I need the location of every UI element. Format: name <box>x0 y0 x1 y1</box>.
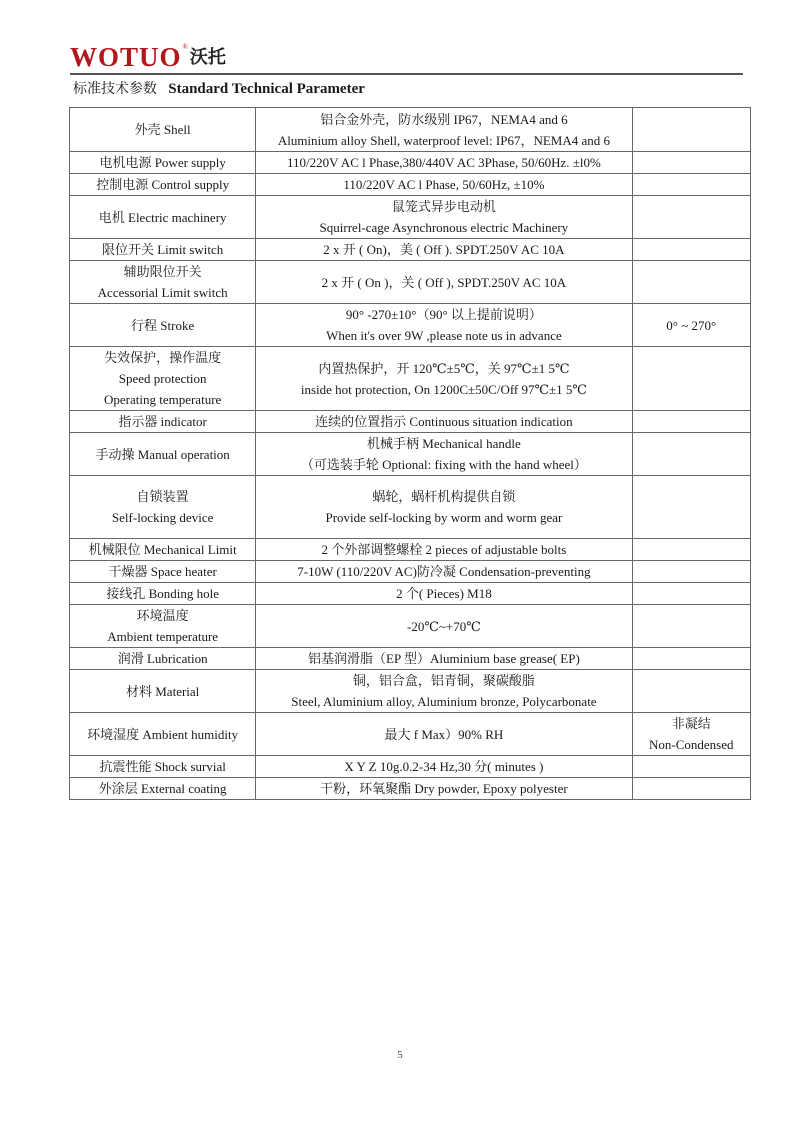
parameter-cell-line: Operating temperature <box>103 392 222 407</box>
value-cell-line: 连续的位置指示 Continuous situation indication <box>315 414 573 429</box>
page-title-cn: 标准技术参数 <box>73 81 157 97</box>
parameter-cell <box>70 605 256 648</box>
value-cell <box>256 648 632 670</box>
value-cell <box>256 778 632 800</box>
note-cell <box>632 778 750 800</box>
parameter-cell-line: 控制电源 Control supply <box>96 177 230 192</box>
parameter-cell <box>70 778 256 800</box>
note-cell <box>632 561 750 583</box>
value-cell <box>256 713 632 756</box>
value-cell-line: -20℃~+70℃ <box>407 618 481 634</box>
company-logo <box>70 41 226 71</box>
note-cell-line: Non-Condensed <box>649 737 734 752</box>
table-row <box>70 670 751 713</box>
value-cell <box>256 539 632 561</box>
parameter-cell <box>70 583 256 605</box>
page-title <box>73 78 365 98</box>
value-cell-line: 铜，铝合盒，铝青铜，聚碳酸脂 <box>352 673 535 688</box>
parameter-cell <box>70 108 256 152</box>
value-cell <box>256 756 632 778</box>
parameter-cell <box>70 756 256 778</box>
value-cell <box>256 174 632 196</box>
parameter-cell <box>70 476 256 539</box>
parameter-cell-line: Accessorial Limit switch <box>97 285 228 300</box>
table-row <box>70 304 751 347</box>
table-row <box>70 239 751 261</box>
table-body <box>70 108 751 800</box>
value-cell-line: X Y Z 10g.0.2-34 Hz,30 分( minutes ) <box>344 759 544 774</box>
note-cell <box>632 583 750 605</box>
parameter-cell <box>70 539 256 561</box>
value-cell <box>256 411 632 433</box>
value-cell-line: （可选装手轮 Optional: fixing with the hand wheel） <box>300 457 587 472</box>
value-cell-line: Steel, Aluminium alloy, Aluminium bronze, Polycarbonate <box>291 694 597 709</box>
value-cell-line: When it's over 9W ,please note us in advance <box>326 328 562 343</box>
value-cell-line: Provide self-locking by worm and worm gear <box>325 510 563 525</box>
table-row <box>70 778 751 800</box>
table-row <box>70 196 751 239</box>
value-cell <box>256 239 632 261</box>
parameter-cell <box>70 239 256 261</box>
value-cell-line: inside hot protection, On 1200C±50C/Off 97℃±1 5℃ <box>300 381 587 397</box>
table-row <box>70 108 751 152</box>
page-number: 5 <box>397 1049 403 1061</box>
table-row <box>70 583 751 605</box>
parameter-cell <box>70 433 256 476</box>
value-cell <box>256 476 632 539</box>
parameter-cell-line: 辅助限位开关 <box>123 264 202 279</box>
value-cell-line: 铝基润滑脂（EP 型）Aluminium base grease( EP) <box>308 651 580 666</box>
note-cell <box>632 152 750 174</box>
table-row <box>70 713 751 756</box>
parameter-cell-line: 自锁装置 <box>136 489 189 504</box>
value-cell <box>256 108 632 152</box>
table-row <box>70 411 751 433</box>
table-row <box>70 561 751 583</box>
value-cell <box>256 304 632 347</box>
parameter-cell-line: 限位开关 Limit switch <box>101 242 224 257</box>
note-cell <box>632 411 750 433</box>
parameter-cell-line: 手动操 Manual operation <box>95 446 230 462</box>
parameter-cell-line: 行程 Stroke <box>131 317 195 333</box>
value-cell-line: 90° -270±10°（90° 以上提前说明） <box>345 307 542 322</box>
logo-text: WOTUO <box>70 42 182 72</box>
value-cell <box>256 261 632 304</box>
technical-parameter-table <box>69 107 751 800</box>
table-row <box>70 174 751 196</box>
note-cell <box>632 476 750 539</box>
value-cell-line: 机械手柄 Mechanical handle <box>367 436 521 451</box>
table-row <box>70 261 751 304</box>
note-cell <box>632 433 750 476</box>
note-cell <box>632 196 750 239</box>
parameter-cell <box>70 713 256 756</box>
value-cell-line: 铝合金外壳，防水级别 IP67，NEMA4 and 6 <box>320 111 568 127</box>
value-cell <box>256 433 632 476</box>
parameter-cell <box>70 261 256 304</box>
header-divider <box>70 73 743 75</box>
value-cell <box>256 583 632 605</box>
value-cell-line: 2 个外部调整螺栓 2 pieces of adjustable bolts <box>321 542 567 557</box>
note-cell <box>632 239 750 261</box>
parameter-cell <box>70 670 256 713</box>
parameter-cell <box>70 411 256 433</box>
parameter-cell-line: Speed protection <box>118 371 207 386</box>
value-cell-line: 鼠笼式异步电动机 <box>391 199 496 214</box>
parameter-cell <box>70 561 256 583</box>
value-cell-line: Aluminium alloy Shell, waterproof level: IP67，NEMA4 and 6 <box>277 132 610 148</box>
parameter-cell-line: 材料 Material <box>126 683 200 699</box>
table-row <box>70 756 751 778</box>
note-cell <box>632 304 750 347</box>
parameter-cell-line: 机械限位 Mechanical Limit <box>88 542 237 557</box>
parameter-cell-line: 指示器 indicator <box>118 414 207 429</box>
note-cell <box>632 670 750 713</box>
value-cell <box>256 347 632 411</box>
parameter-cell <box>70 347 256 411</box>
value-cell-line: 2 x 开 ( On )，关 ( Off ), SPDT.250V AC 10A <box>321 274 567 290</box>
parameter-cell <box>70 196 256 239</box>
parameter-cell-line: 接线孔 Bonding hole <box>106 586 219 601</box>
parameter-cell <box>70 174 256 196</box>
note-cell-line: 非凝结 <box>671 716 711 731</box>
note-cell <box>632 713 750 756</box>
value-cell <box>256 670 632 713</box>
table-row <box>70 476 751 539</box>
value-cell-line: 2 个( Pieces) M18 <box>396 586 492 601</box>
note-cell <box>632 605 750 648</box>
parameter-cell <box>70 304 256 347</box>
parameter-cell-line: 外壳 Shell <box>134 122 191 137</box>
table-row <box>70 152 751 174</box>
table-row <box>70 433 751 476</box>
value-cell-line: 2 x 开 ( On)，美 ( Off ). SPDT.250V AC 10A <box>323 242 565 257</box>
parameter-cell <box>70 152 256 174</box>
note-cell-line: 0° ~ 270° <box>666 317 717 333</box>
value-cell <box>256 561 632 583</box>
parameter-cell-line: 抗震性能 Shock survial <box>99 759 226 774</box>
value-cell <box>256 152 632 174</box>
value-cell <box>256 605 632 648</box>
table-row <box>70 648 751 670</box>
parameter-cell-line: 外涂层 External coating <box>98 781 227 796</box>
parameter-cell-line: 失效保护，操作温度 <box>104 350 222 365</box>
value-cell-line: 7-10W (110/220V AC)防冷凝 Condensation-preventing <box>297 564 591 579</box>
table-row <box>70 539 751 561</box>
note-cell <box>632 347 750 411</box>
value-cell-line: Squirrel-cage Asynchronous electric Machinery <box>319 220 569 235</box>
value-cell-line: 内置热保护，开 120℃±5℃，关 97℃±1 5℃ <box>318 360 570 376</box>
parameter-cell-line: 电机 Electric machinery <box>98 209 227 225</box>
parameter-cell-line: 干燥器 Space heater <box>108 564 217 579</box>
page-title-en: Standard Technical Parameter <box>168 81 365 97</box>
parameter-cell-line: 环境温度 <box>136 608 189 623</box>
table-row <box>70 347 751 411</box>
note-cell <box>632 756 750 778</box>
parameter-cell <box>70 648 256 670</box>
value-cell-line: 蜗轮，蜗杆机构提供自锁 <box>372 489 516 504</box>
value-cell-line: 110/220V AC l Phase, 50/60Hz, ±10% <box>343 177 545 192</box>
value-cell-line: 110/220V AC l Phase,380/440V AC 3Phase, 50/60Hz. ±l0% <box>286 155 601 170</box>
note-cell <box>632 108 750 152</box>
value-cell <box>256 196 632 239</box>
value-cell-line: 最大 f Max）90% RH <box>384 726 504 742</box>
note-cell <box>632 261 750 304</box>
note-cell <box>632 174 750 196</box>
note-cell <box>632 539 750 561</box>
registered-mark: ® <box>182 43 188 51</box>
parameter-cell-line: Self-locking device <box>111 510 214 525</box>
value-cell-line: 干粉，环氧聚酯 Dry powder, Epoxy polyester <box>320 781 568 796</box>
logo-chinese-name: 沃托 <box>189 47 226 68</box>
parameter-cell-line: 润滑 Lubrication <box>117 651 208 666</box>
note-cell <box>632 648 750 670</box>
parameter-cell-line: 环境湿度 Ambient humidity <box>87 726 239 742</box>
parameter-cell-line: 电机电源 Power supply <box>99 155 226 170</box>
table-row <box>70 605 751 648</box>
parameter-cell-line: Ambient temperature <box>107 629 219 644</box>
